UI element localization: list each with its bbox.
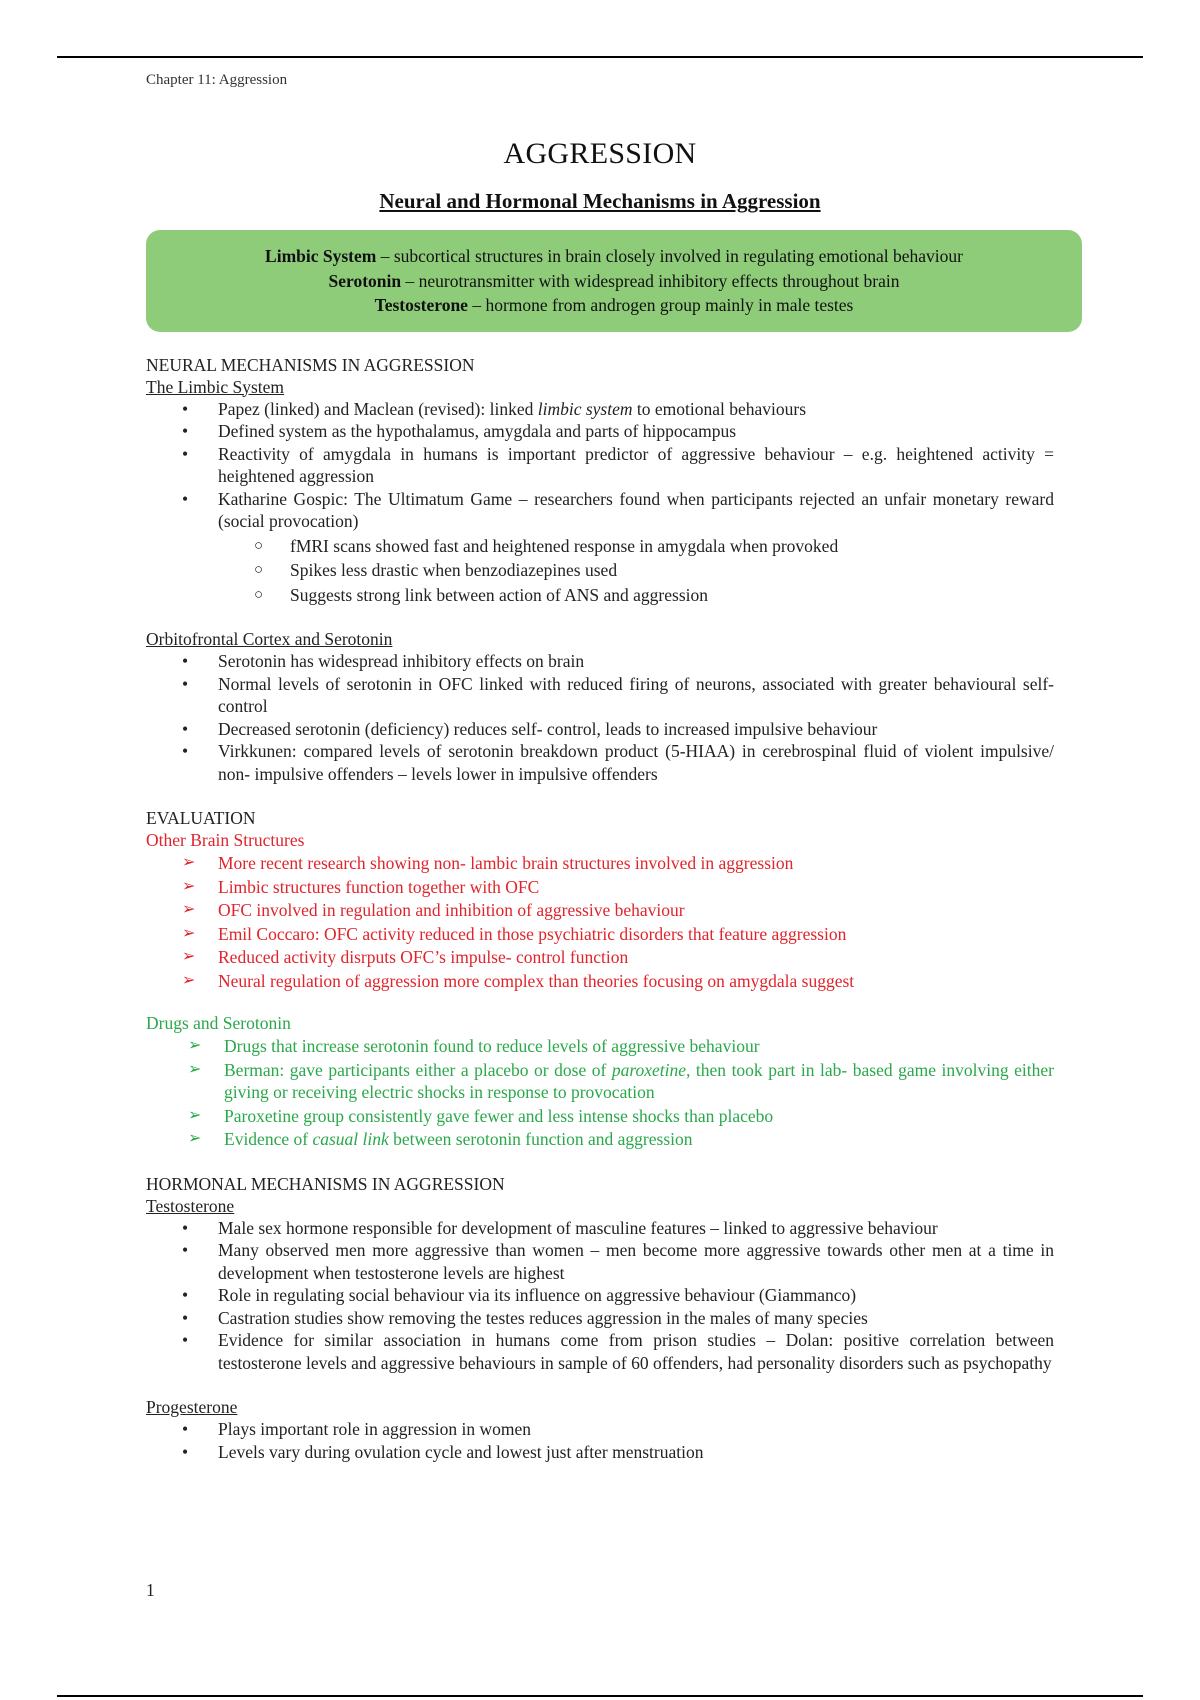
bullet-icon: • <box>182 718 189 739</box>
definition-term: Testosterone <box>374 295 468 315</box>
arrow-bullet-icon: ➢ <box>182 971 196 989</box>
section-heading-neural: NEURAL MECHANISMS IN AGGRESSION <box>146 354 475 375</box>
subheading-progesterone: Progesterone <box>146 1397 238 1417</box>
definition-text: – subcortical structures in brain closely involved in regulating emotional behaviour <box>376 246 963 266</box>
testosterone-list <box>146 1217 1054 1375</box>
list-item: ➢ OFC involved in regulation and inhibition of aggressive behaviour <box>182 900 685 920</box>
arrow-bullet-icon: ➢ <box>188 1130 202 1147</box>
sublist-item: ○ fMRI scans showed fast and heightened response in amygdala when provoked <box>254 535 839 556</box>
top-rule <box>57 56 1143 58</box>
list-item: ➢ Berman: gave participants either a placebo or dose of paroxetine, then took part in lab- based game involving either giving or receiving electric shocks in response to provocation <box>188 1059 1054 1102</box>
list-item: • Papez (linked) and Maclean (revised): linked limbic system to emotional behaviours <box>182 398 807 419</box>
progesterone-list <box>146 1418 1054 1463</box>
subheading-limbic: The Limbic System <box>146 376 285 397</box>
document-page <box>146 70 1054 1463</box>
definition-text: – neurotransmitter with widespread inhibitory effects throughout brain <box>401 270 900 291</box>
bullet-icon: • <box>182 1285 189 1305</box>
page-title: AGGRESSION <box>503 137 697 170</box>
bullet-icon: • <box>182 1240 189 1260</box>
bullet-icon: • <box>182 651 189 671</box>
list-item: • Virkkunen: compared levels of serotonin breakdown product (5-HIAA) in cerebrospinal fluid of violent impulsive/ non- impulsive offenders – levels lower in impulsive offenders <box>182 741 1054 784</box>
arrow-bullet-icon: ➢ <box>188 1037 202 1054</box>
subheading-testosterone: Testosterone <box>146 1195 235 1216</box>
arrow-bullet-icon: ➢ <box>188 1060 202 1078</box>
bullet-icon: • <box>182 421 189 441</box>
list-item: ➢ Reduced activity disrputs OFC’s impulse- control function <box>182 947 629 967</box>
bullet-icon: • <box>182 1330 189 1350</box>
list-item: ➢ Neural regulation of aggression more complex than theories focusing on amygdala suggest <box>182 970 855 991</box>
list-item: ➢ More recent research showing non- lambic brain structures involved in aggression <box>182 853 794 873</box>
bullet-icon: • <box>182 1217 189 1238</box>
limbic-list <box>146 398 1054 533</box>
definition-testosterone <box>146 293 1082 318</box>
list-item: • Role in regulating social behaviour via its influence on aggressive behaviour (Giammanco) <box>182 1285 857 1305</box>
ofc-list <box>146 650 1054 785</box>
sublist-item: ○ Suggests strong link between action of ANS and aggression <box>254 584 709 605</box>
list-item: • Normal levels of serotonin in OFC linked with reduced firing of neurons, associated with greater behavioural self- control <box>182 673 1054 716</box>
arrow-bullet-icon: ➢ <box>182 948 196 965</box>
list-item: • Reactivity of amygdala in humans is important predictor of aggressive behaviour – e.g. heightened activity = heightened aggression <box>182 443 1054 486</box>
list-item: ➢ Limbic structures function together with OFC <box>182 876 540 897</box>
list-item: ➢ Emil Coccaro: OFC activity reduced in those psychiatric disorders that feature aggression <box>182 923 847 944</box>
sublist-item: ○ Spikes less drastic when benzodiazepines used <box>254 560 618 580</box>
list-item: • Decreased serotonin (deficiency) reduces self- control, leads to increased impulsive behaviour <box>182 718 878 739</box>
definition-limbic <box>146 244 1082 269</box>
arrow-bullet-icon: ➢ <box>182 877 196 895</box>
list-item: • Plays important role in aggression in women <box>182 1419 532 1439</box>
definition-serotonin <box>146 269 1082 294</box>
page-subtitle: Neural and Hormonal Mechanisms in Aggression <box>379 189 821 213</box>
section-heading-hormonal: HORMONAL MECHANISMS IN AGGRESSION <box>146 1173 505 1194</box>
subheading-ofc: Orbitofrontal Cortex and Serotonin <box>146 629 393 649</box>
drugs-list <box>146 1035 1054 1151</box>
section-heading-evaluation: EVALUATION <box>146 808 256 828</box>
list-item: • Castration studies show removing the testes reduces aggression in the males of many species <box>182 1307 868 1328</box>
definition-text: – hormone from androgen group mainly in male testes <box>467 295 854 315</box>
circle-bullet-icon: ○ <box>254 537 264 554</box>
arrow-bullet-icon: ➢ <box>182 854 196 871</box>
arrow-bullet-icon: ➢ <box>182 901 196 918</box>
definitions-box <box>146 230 1082 332</box>
bullet-icon: • <box>182 398 189 419</box>
page-number: 1 <box>146 1580 155 1600</box>
list-item: • Evidence for similar association in humans come from prison studies – Dolan: positive correlation between testosterone levels and aggressive behaviours in sample of 60 offenders, had personality disorders such as psychopathy <box>182 1330 1054 1373</box>
definition-term: Limbic System <box>265 246 377 266</box>
list-item: • Many observed men more aggressive than women – men become more aggressive towards other men at a time in development when testosterone levels are highest <box>182 1240 1054 1283</box>
subheading-other-structures: Other Brain Structures <box>146 830 305 850</box>
running-header: Chapter 11: Aggression <box>146 72 288 88</box>
bottom-rule <box>57 1695 1143 1697</box>
arrow-bullet-icon: ➢ <box>182 924 196 942</box>
other-structures-list <box>146 852 1054 992</box>
bullet-icon: • <box>182 1307 189 1328</box>
arrow-bullet-icon: ➢ <box>188 1106 202 1124</box>
bullet-icon: • <box>182 741 189 761</box>
list-item: ➢ Paroxetine group consistently gave fewer and less intense shocks than placebo <box>188 1105 774 1126</box>
circle-bullet-icon: ○ <box>254 586 264 603</box>
bullet-icon: • <box>182 443 189 464</box>
list-item: • Serotonin has widespread inhibitory effects on brain <box>182 651 585 671</box>
subheading-drugs: Drugs and Serotonin <box>146 1013 291 1033</box>
list-item: ➢ Evidence of casual link between serotonin function and aggression <box>188 1129 693 1149</box>
list-item: • Male sex hormone responsible for development of masculine features – linked to aggressive behaviour <box>182 1217 938 1238</box>
bullet-icon: • <box>182 488 189 509</box>
bullet-icon: • <box>182 1419 189 1439</box>
list-item: ➢ Drugs that increase serotonin found to reduce levels of aggressive behaviour <box>188 1036 760 1056</box>
limbic-sublist <box>146 535 1054 607</box>
list-item: • Defined system as the hypothalamus, amygdala and parts of hippocampus <box>182 421 737 441</box>
bullet-icon: • <box>182 673 189 694</box>
circle-bullet-icon: ○ <box>254 562 264 578</box>
definition-term: Serotonin <box>328 270 402 291</box>
list-item: • Katharine Gospic: The Ultimatum Game – researchers found when participants rejected an unfair monetary reward (social provocation) <box>182 488 1054 531</box>
bullet-icon: • <box>182 1441 189 1462</box>
list-item: • Levels vary during ovulation cycle and lowest just after menstruation <box>182 1441 704 1462</box>
